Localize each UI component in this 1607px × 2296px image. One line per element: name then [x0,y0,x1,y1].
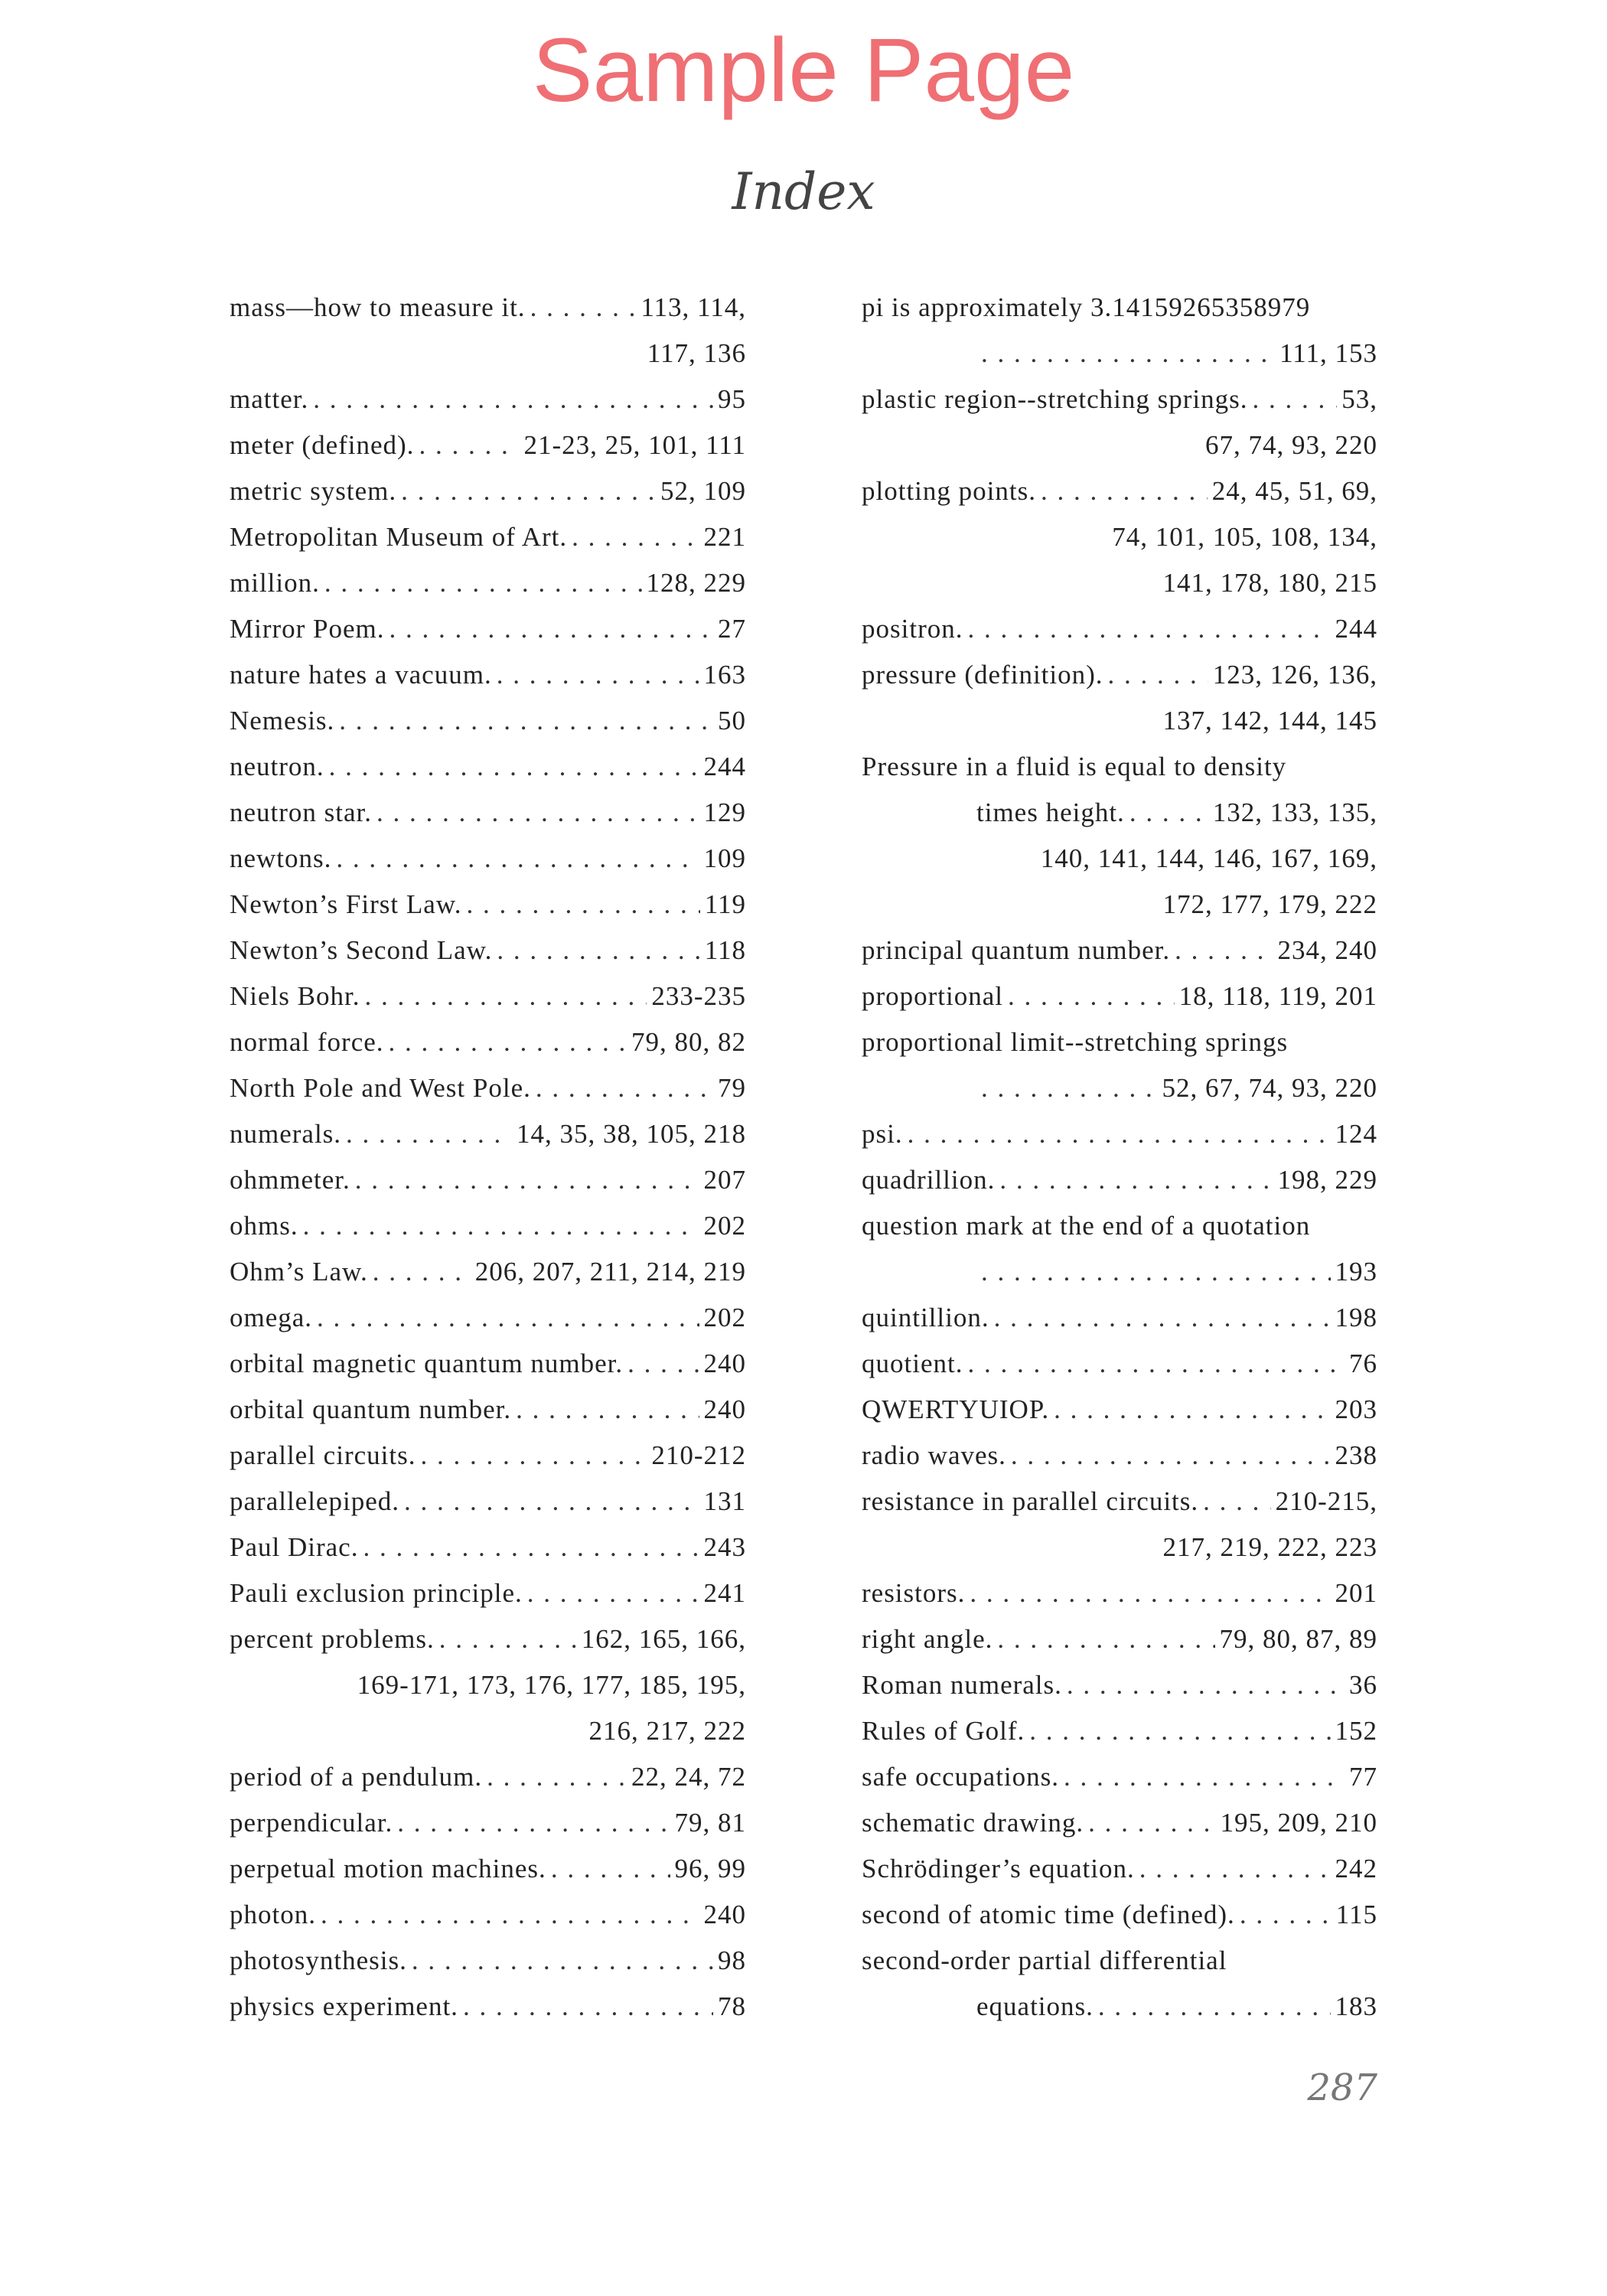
index-term: metric system. [230,476,397,506]
index-term: matter. [230,384,309,414]
dot-leader [1029,1708,1330,1754]
index-term: Mirror Poem. [230,614,385,644]
index-entry [230,974,746,1019]
dot-leader [420,1433,647,1479]
index-term: million. [230,568,320,598]
dot-leader [536,1065,713,1111]
index-entry [230,514,746,560]
index-term: orbital quantum number. [230,1394,512,1424]
index-pages: 113, 114, [641,292,746,322]
dot-leader [981,1065,1158,1111]
dot-leader [439,1616,577,1662]
index-pages: 21-23, 25, 101, 111 [523,430,746,460]
index-pages: 18, 118, 119, 201 [1178,981,1377,1011]
index-pages: 162, 165, 166, [581,1624,746,1654]
index-term: QWERTYUIOP. [862,1394,1050,1424]
index-entry [230,1433,746,1479]
dot-leader [981,331,1275,377]
index-entry [230,285,746,331]
index-pages-continued: 169-171, 173, 176, 177, 185, 195, [357,1670,746,1700]
index-pages: 240 [703,1394,746,1424]
index-entry [862,1662,1377,1708]
dot-leader [1088,1800,1215,1846]
index-pages: 129 [703,797,746,827]
index-term: second of atomic time (defined). [862,1900,1235,1929]
index-entry [862,1754,1377,1800]
index-entry [862,1570,1377,1616]
index-pages-continued: 140, 141, 144, 146, 167, 169, [1040,843,1377,873]
index-term: Paul Dirac. [230,1532,359,1562]
index-pages: 221 [703,522,746,552]
index-term: ohmmeter. [230,1165,350,1195]
index-term: resistors. [862,1578,966,1608]
index-entry [862,1892,1377,1938]
index-entry [862,1065,1377,1111]
dot-leader [373,1249,471,1295]
index-term: quadrillion. [862,1165,996,1195]
index-pages: 115 [1335,1900,1377,1929]
index-entry [862,377,1377,422]
index-term: schematic drawing. [862,1808,1084,1838]
index-entry [862,1800,1377,1846]
dot-leader [497,652,699,698]
dot-leader [389,1019,627,1065]
index-term: perpendicular. [230,1808,393,1838]
index-term: photosynthesis. [230,1945,407,1975]
index-entry [230,1800,746,1846]
dot-leader [401,468,656,514]
index-entry [862,1616,1377,1662]
dot-leader [1252,377,1337,422]
index-entry [862,928,1377,974]
index-pages: 238 [1335,1440,1377,1470]
index-term: right angle. [862,1624,993,1654]
dot-leader [908,1111,1331,1157]
dot-leader [1041,468,1208,514]
index-pages-continued: 217, 219, 222, 223 [1162,1532,1377,1562]
index-entry [230,1570,746,1616]
index-entry [862,974,1377,1019]
index-entry [230,1249,746,1295]
index-column-left [230,285,746,2030]
index-entry [862,1433,1377,1479]
index-term: parallel circuits. [230,1440,416,1470]
index-term-line: proportional limit--stretching springs [862,1027,1289,1057]
dot-leader [572,514,699,560]
index-pages-continued: 141, 178, 180, 215 [1162,568,1377,598]
index-pages: 123, 126, 136, [1212,660,1377,690]
index-pages: 198, 229 [1277,1165,1377,1195]
dot-leader [329,744,699,790]
index-entry [230,928,746,974]
index-entry [862,1341,1377,1387]
index-pages: 119 [704,889,746,919]
dot-leader [412,1938,713,1984]
index-entry [230,652,746,698]
index-pages-continued: 137, 142, 144, 145 [1162,706,1377,735]
index-pages-continued: 216, 217, 222 [588,1716,746,1746]
dot-leader [463,1984,713,2030]
index-pages: 131 [703,1486,746,1516]
index-entry [230,1892,746,1938]
sample-page-watermark: Sample Page [532,20,1075,121]
dot-leader [627,1341,699,1387]
index-pages: 195, 209, 210 [1220,1808,1377,1838]
dot-leader [1008,974,1175,1019]
index-term: Rules of Golf. [862,1716,1025,1746]
index-term: orbital magnetic quantum number. [230,1349,624,1378]
dot-leader [321,1892,699,1938]
dot-leader [419,422,519,468]
index-pages: 79, 80, 82 [631,1027,746,1057]
index-term: pressure (definition). [862,660,1103,690]
index-pages: 241 [703,1578,746,1608]
index-column-right [862,285,1377,2030]
index-pages: 53, [1341,384,1377,414]
index-entry [862,1249,1377,1295]
dot-leader [487,1754,627,1800]
index-term: Nemesis. [230,706,335,735]
dot-leader [1011,1433,1331,1479]
index-pages: 240 [703,1900,746,1929]
index-pages: 24, 45, 51, 69, [1211,476,1377,506]
index-pages: 77 [1349,1762,1377,1792]
index-term: normal force. [230,1027,384,1057]
index-term: ohms. [230,1211,298,1241]
index-term: neutron. [230,752,324,781]
index-pages: 233-235 [651,981,746,1011]
index-term: parallelepiped. [230,1486,399,1516]
index-entry [230,560,746,606]
index-term: Newton’s First Law. [230,889,462,919]
dot-leader [997,1616,1214,1662]
index-term-line: pi is approximately 3.14159265358979 [862,292,1311,322]
index-term: omega. [230,1303,313,1332]
index-entry [862,1708,1377,1754]
index-entry [862,1846,1377,1892]
index-term: resistance in parallel circuits. [862,1486,1199,1516]
index-term: photon. [230,1900,316,1929]
dot-leader [967,1341,1345,1387]
index-pages: 36 [1349,1670,1377,1700]
index-entry [230,1157,746,1203]
index-term: mass—how to measure it. [230,292,526,322]
index-term: Roman numerals. [862,1670,1062,1700]
index-term: Newton’s Second Law. [230,935,493,965]
index-entry [230,744,746,790]
index-pages: 234, 240 [1277,935,1377,965]
dot-leader [336,836,699,882]
dot-leader [1098,1984,1331,2030]
index-term-line: Pressure in a fluid is equal to density [862,752,1287,781]
index-pages: 79, 80, 87, 89 [1219,1624,1377,1654]
dot-leader [1054,1387,1330,1433]
index-pages: 95 [718,384,746,414]
index-pages: 183 [1335,1991,1377,2021]
index-term: Schrödinger’s equation. [862,1854,1135,1883]
index-entry [230,1019,746,1065]
index-entry [230,377,746,422]
index-entry [230,1341,746,1387]
dot-leader [346,1111,512,1157]
index-pages-continued: 172, 177, 179, 222 [1162,889,1377,919]
index-term: psi. [862,1119,903,1149]
index-entry [230,1295,746,1341]
index-pages-continued: 67, 74, 93, 220 [1205,430,1377,460]
index-entry [862,1295,1377,1341]
index-term: Pauli exclusion principle. [230,1578,523,1608]
index-pages: 79, 81 [674,1808,746,1838]
index-entry [230,1065,746,1111]
dot-leader [355,1157,699,1203]
index-term: proportional [862,981,1004,1011]
dot-leader [317,1295,699,1341]
index-entry [230,1387,746,1433]
dot-leader [1240,1892,1332,1938]
index-term: neutron star. [230,797,373,827]
index-pages: 202 [703,1303,746,1332]
dot-leader [994,1295,1331,1341]
index-pages: 206, 207, 211, 214, 219 [474,1257,746,1287]
index-entry [862,1984,1377,2030]
dot-leader [1175,928,1273,974]
index-term: safe occupations. [862,1762,1060,1792]
dot-leader [376,790,699,836]
index-pages: 207 [703,1165,746,1195]
dot-leader [497,928,699,974]
dot-leader [1108,652,1208,698]
index-term: positron. [862,614,963,644]
index-pages: 132, 133, 135, [1212,797,1377,827]
index-entry [230,1616,746,1662]
index-pages: 50 [718,706,746,735]
index-term: nature hates a vacuum. [230,660,492,690]
index-term: perpetual motion machines. [230,1854,546,1883]
dot-leader [324,560,642,606]
dot-leader [390,606,713,652]
index-entry [230,468,746,514]
index-pages: 243 [703,1532,746,1562]
index-pages: 203 [1335,1394,1377,1424]
index-entry [230,422,746,468]
index-pages: 244 [1335,614,1377,644]
dot-leader [999,1157,1273,1203]
index-pages: 193 [1335,1257,1377,1287]
dot-leader [467,882,700,928]
index-pages: 52, 67, 74, 93, 220 [1162,1073,1377,1103]
dot-leader [364,974,647,1019]
index-entry [230,1984,746,2030]
index-term: quotient. [862,1349,963,1378]
index-term: equations. [976,1991,1094,2021]
index-term: Ohm’s Law. [230,1257,368,1287]
index-entry [230,698,746,744]
index-pages: 118 [704,935,746,965]
dot-leader [339,698,713,744]
index-entry [862,1157,1377,1203]
index-entry [230,1525,746,1570]
dot-leader [551,1846,670,1892]
dot-leader [1139,1846,1331,1892]
index-pages: 198 [1335,1303,1377,1332]
index-entry [230,882,746,928]
dot-leader [981,1249,1331,1295]
index-term: principal quantum number. [862,935,1171,965]
index-pages: 124 [1335,1119,1377,1149]
index-pages: 52, 109 [660,476,746,506]
index-pages: 210-215, [1275,1486,1377,1516]
index-pages-continued: 117, 136 [647,338,746,368]
index-term-line: question mark at the end of a quotation [862,1211,1311,1241]
index-pages: 240 [703,1349,746,1378]
index-term: Metropolitan Museum of Art. [230,522,568,552]
index-pages: 111, 153 [1279,338,1377,368]
dot-leader [516,1387,699,1433]
dot-leader [1129,790,1208,836]
dot-leader [303,1203,699,1249]
dot-leader [313,377,713,422]
index-entry [862,1479,1377,1525]
index-pages-continued: 74, 101, 105, 108, 134, [1112,522,1377,552]
index-term: Niels Bohr. [230,981,360,1011]
index-entry [862,331,1377,377]
index-pages: 96, 99 [674,1854,746,1883]
index-entry [230,1111,746,1157]
index-entry [862,1387,1377,1433]
index-entry [230,836,746,882]
index-term-line: second-order partial differential [862,1945,1227,1975]
index-term: newtons. [230,843,332,873]
index-pages: 242 [1335,1854,1377,1883]
page-title: Index [732,162,875,221]
index-term: plotting points. [862,476,1036,506]
index-term: North Pole and West Pole. [230,1073,531,1103]
index-pages: 152 [1335,1716,1377,1746]
index-pages: 202 [703,1211,746,1241]
index-entry [230,606,746,652]
index-pages: 14, 35, 38, 105, 218 [517,1119,746,1149]
dot-leader [530,285,637,331]
dot-leader [970,1570,1330,1616]
dot-leader [1064,1754,1345,1800]
index-pages: 244 [703,752,746,781]
index-entry [230,1203,746,1249]
index-term: meter (defined). [230,430,415,460]
index-entry [862,1111,1377,1157]
index-pages: 22, 24, 72 [631,1762,746,1792]
index-pages: 210-212 [651,1440,746,1470]
index-pages: 79 [718,1073,746,1103]
index-term: plastic region--stretching springs. [862,384,1248,414]
index-term: period of a pendulum. [230,1762,483,1792]
index-pages: 27 [718,614,746,644]
index-entry [230,1846,746,1892]
index-pages: 128, 229 [646,568,746,598]
dot-leader [527,1570,699,1616]
dot-leader [967,606,1330,652]
index-entry [862,606,1377,652]
dot-leader [404,1479,699,1525]
index-term: times height. [976,797,1125,827]
index-entry [862,468,1377,514]
index-pages: 76 [1349,1349,1377,1378]
index-pages: 163 [703,660,746,690]
index-entry [230,1754,746,1800]
index-entry [862,652,1377,698]
index-term: physics experiment. [230,1991,458,2021]
dot-leader [397,1800,670,1846]
dot-leader [1067,1662,1345,1708]
dot-leader [1203,1479,1270,1525]
dot-leader [363,1525,699,1570]
index-entry [862,790,1377,836]
index-entry [230,1938,746,1984]
page-number: 287 [1307,2066,1377,2109]
index-pages: 109 [703,843,746,873]
index-pages: 98 [718,1945,746,1975]
index-entry [230,1479,746,1525]
index-pages: 78 [718,1991,746,2021]
index-term: percent problems. [230,1624,435,1654]
index-term: numerals. [230,1119,342,1149]
index-term: radio waves. [862,1440,1006,1470]
index-term: quintillion. [862,1303,989,1332]
index-pages: 201 [1335,1578,1377,1608]
index-entry [230,790,746,836]
